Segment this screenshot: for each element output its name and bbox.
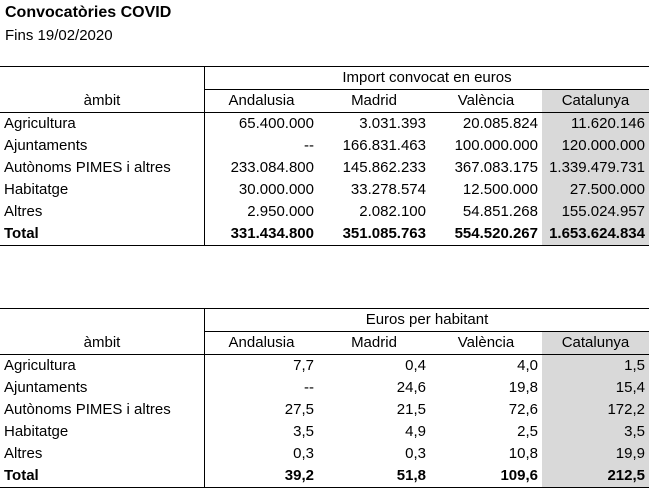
page-subtitle: Fins 19/02/2020	[5, 27, 113, 44]
column-header-catalunya: Catalunya	[542, 332, 649, 355]
cell-andalusia: 233.084.800	[205, 157, 319, 179]
cell-andalusia: 27,5	[205, 399, 319, 421]
table-row	[0, 421, 649, 443]
cell-catalunya: 155.024.957	[542, 201, 649, 223]
cell-andalusia: 2.950.000	[205, 201, 319, 223]
column-header-andalusia: Andalusia	[205, 90, 319, 113]
cell-andalusia: 3,5	[205, 421, 319, 443]
row-label: Altres	[4, 203, 43, 220]
cell-valencia: 100.000.000	[454, 137, 538, 154]
cell-valencia: 109,6	[430, 465, 542, 488]
row-label: Ajuntaments	[4, 137, 88, 154]
cell-madrid: 51,8	[318, 465, 430, 488]
total-row	[0, 223, 649, 246]
row-label: Total	[0, 223, 205, 246]
cell-madrid: 3.031.393	[359, 115, 426, 132]
cell-madrid: 24,6	[396, 379, 426, 396]
cell-valencia: 4,0	[517, 357, 538, 374]
cell-valencia: 54.851.268	[462, 203, 538, 220]
column-header-madrid: Madrid	[318, 332, 430, 355]
row-header: àmbit	[0, 332, 205, 355]
cell-valencia: 554.520.267	[430, 223, 542, 246]
cell-andalusia: --	[205, 377, 319, 399]
table-row	[0, 113, 649, 136]
cell-madrid: 4,9	[405, 423, 426, 440]
row-label: Autònoms PIMES i altres	[4, 159, 171, 176]
total-row	[0, 465, 649, 488]
cell-valencia: 20.085.824	[462, 115, 538, 132]
row-label: Autònoms PIMES i altres	[4, 401, 171, 418]
cell-catalunya: 212,5	[542, 465, 649, 488]
cell-madrid: 2.082.100	[359, 203, 426, 220]
row-label: Habitatge	[4, 423, 69, 440]
row-label: Total	[0, 465, 205, 488]
page-title: Convocatòries COVID	[5, 4, 172, 21]
cell-catalunya: 1,5	[542, 355, 649, 378]
table-row	[0, 157, 649, 179]
cell-catalunya: 1.653.624.834	[542, 223, 649, 246]
column-header-catalunya: Catalunya	[542, 90, 649, 113]
cell-valencia: 367.083.175	[454, 159, 538, 176]
table-row	[0, 179, 649, 201]
table-row	[0, 399, 649, 421]
column-header-valencia: València	[430, 332, 542, 355]
cell-catalunya: 15,4	[542, 377, 649, 399]
cell-madrid: 0,3	[405, 445, 426, 462]
cell-valencia: 2,5	[517, 423, 538, 440]
column-header-valencia: València	[430, 90, 542, 113]
row-label: Altres	[4, 445, 43, 462]
empty-corner-cell	[0, 309, 205, 332]
cell-catalunya: 11.620.146	[542, 113, 649, 136]
cell-andalusia: --	[205, 135, 319, 157]
column-header-madrid: Madrid	[318, 90, 430, 113]
table-row	[0, 355, 649, 378]
cell-madrid: 351.085.763	[318, 223, 430, 246]
cell-catalunya: 172,2	[542, 399, 649, 421]
cell-catalunya: 1.339.479.731	[542, 157, 649, 179]
row-header: àmbit	[0, 90, 205, 113]
cell-andalusia: 65.400.000	[205, 113, 319, 136]
column-header-andalusia: Andalusia	[205, 332, 319, 355]
row-label: Agricultura	[4, 357, 76, 374]
row-label: Ajuntaments	[4, 379, 88, 396]
cell-madrid: 145.862.233	[342, 159, 426, 176]
table-row	[0, 443, 649, 465]
table-row	[0, 377, 649, 399]
row-label: Agricultura	[4, 115, 76, 132]
cell-catalunya: 3,5	[542, 421, 649, 443]
cell-catalunya: 19,9	[542, 443, 649, 465]
empty-corner-cell	[0, 67, 205, 90]
import-table	[0, 66, 649, 246]
cell-valencia: 12.500.000	[462, 181, 538, 198]
per-capita-table	[0, 308, 649, 488]
cell-madrid: 21,5	[396, 401, 426, 418]
cell-valencia: 19,8	[508, 379, 538, 396]
row-label: Habitatge	[4, 181, 69, 198]
cell-madrid: 33.278.574	[350, 181, 426, 198]
group-header: Import convocat en euros	[205, 67, 650, 90]
cell-andalusia: 331.434.800	[205, 223, 319, 246]
cell-andalusia: 39,2	[205, 465, 319, 488]
cell-madrid: 0,4	[405, 357, 426, 374]
cell-andalusia: 30.000.000	[205, 179, 319, 201]
cell-andalusia: 0,3	[205, 443, 319, 465]
table-row	[0, 201, 649, 223]
cell-catalunya: 120.000.000	[542, 135, 649, 157]
cell-valencia: 10,8	[508, 445, 538, 462]
group-header: Euros per habitant	[205, 309, 650, 332]
table-row	[0, 135, 649, 157]
cell-madrid: 166.831.463	[342, 137, 426, 154]
cell-valencia: 72,6	[508, 401, 538, 418]
cell-catalunya: 27.500.000	[542, 179, 649, 201]
cell-andalusia: 7,7	[205, 355, 319, 378]
